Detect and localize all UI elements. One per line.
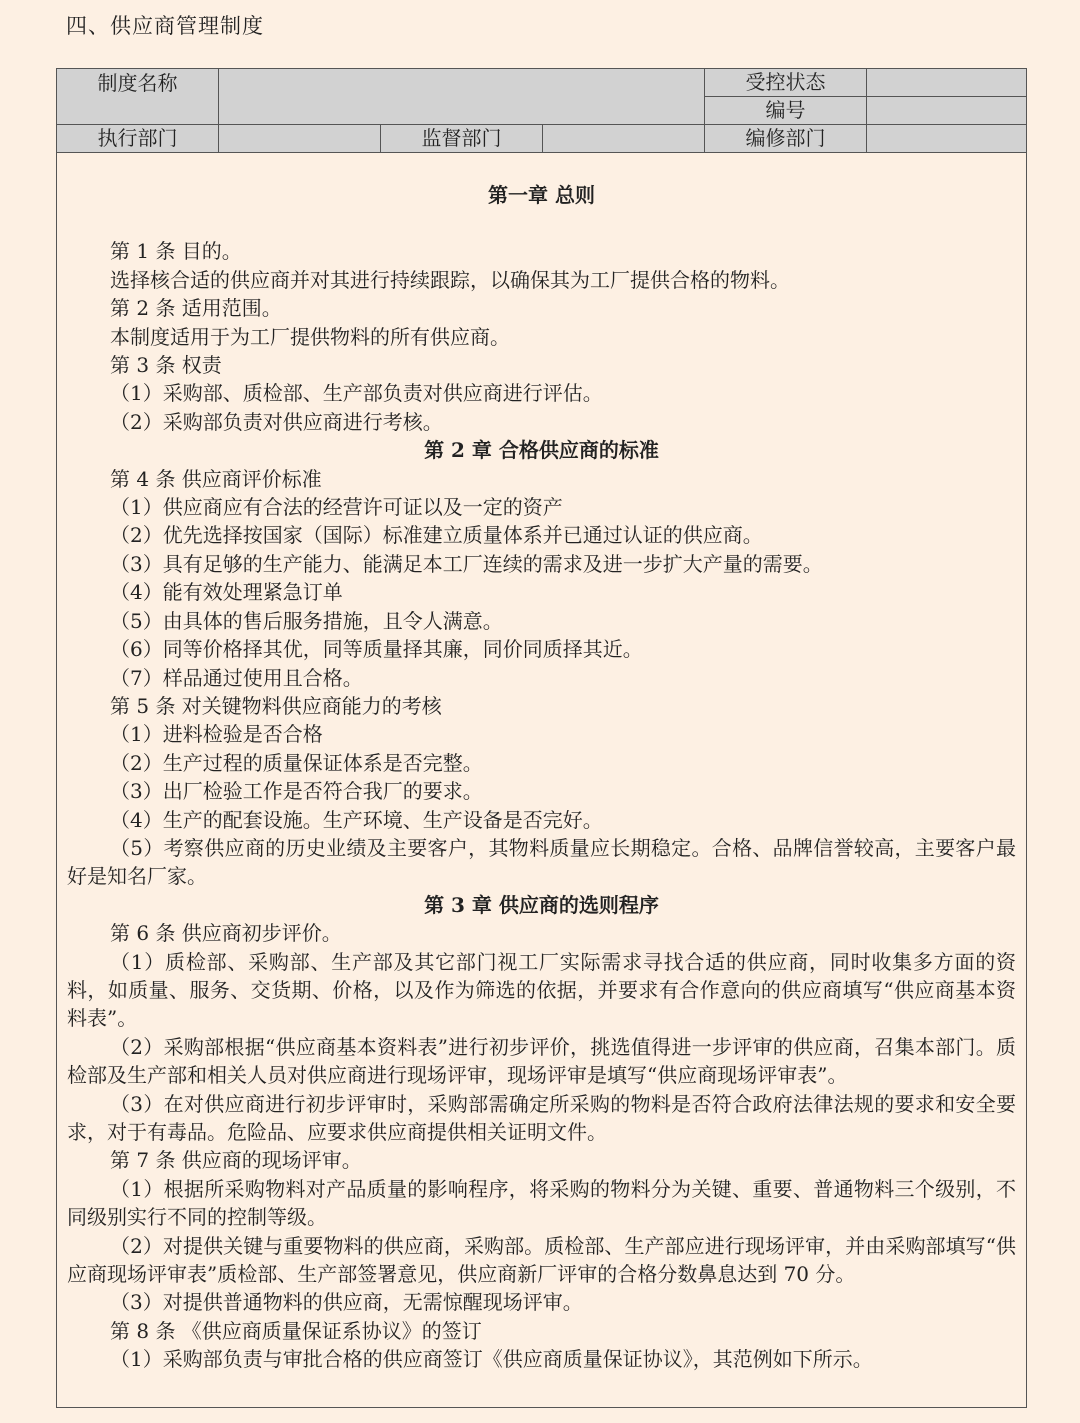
article-6-item-2: （2）采购部根据“供应商基本资料表”进行初步评价，挑选值得进一步评审的供应商，召集本部门。质检部及生产部和相关人员对供应商进行现场评审，现场评审是填写“供应商现场评审表”。 [67, 1034, 1017, 1088]
policy-form-table [56, 68, 1027, 1408]
article-2-title: 第 2 条 适用范围。 [110, 296, 282, 321]
article-4-item-4: （4）能有效处理紧急订单 [110, 580, 343, 605]
article-2-text: 本制度适用于为工厂提供物料的所有供应商。 [110, 324, 510, 349]
supervise-dept-label: 监督部门 [381, 125, 543, 153]
article-8-item-1: （1）采购部负责与审批合格的供应商签订《供应商质量保证协议》，其范例如下所示。 [110, 1347, 873, 1372]
edit-dept-label: 编修部门 [705, 125, 867, 153]
article-4-item-6: （6）同等价格择其优，同等质量择其廉，同价同质择其近。 [110, 637, 643, 662]
article-4-item-1: （1）供应商应有合法的经营许可证以及一定的资产 [110, 495, 563, 520]
policy-content [57, 153, 1026, 1374]
article-1-text: 选择核合适的供应商并对其进行持续跟踪，以确保其为工厂提供合格的物料。 [110, 267, 790, 292]
article-1-title: 第 1 条 目的。 [110, 239, 242, 264]
article-3-item-2: （2）采购部负责对供应商进行考核。 [110, 409, 443, 434]
article-5-item-4: （4）生产的配套设施。生产环境、生产设备是否完好。 [110, 807, 603, 832]
article-7-item-2: （2）对提供关键与重要物料的供应商，采购部。质检部、生产部应进行现场评审，并由采购部填写“供应商现场评审表”质检部、生产部签署意见，供应商新厂评审的合格分数鼻息达到 70 分。 [67, 1233, 1017, 1287]
article-3-item-1: （1）采购部、质检部、生产部负责对供应商进行评估。 [110, 381, 603, 406]
article-5-title: 第 5 条 对关键物料供应商能力的考核 [110, 693, 442, 718]
article-8-title: 第 8 条 《供应商质量保证系协议》的签订 [110, 1318, 482, 1343]
control-status-label: 受控状态 [705, 69, 867, 97]
edit-dept-value[interactable] [867, 125, 1027, 153]
article-4-item-2: （2）优先选择按国家（国际）标准建立质量体系并已通过认证的供应商。 [110, 523, 763, 548]
control-status-value[interactable] [867, 69, 1027, 97]
article-4-item-3: （3）具有足够的生产能力、能满足本工厂连续的需求及进一步扩大产量的需要。 [110, 551, 823, 576]
article-4-title: 第 4 条 供应商评价标准 [110, 466, 322, 491]
chapter-1-title: 第一章 总则 [488, 183, 595, 207]
policy-name-label: 制度名称 [57, 69, 219, 125]
article-7-item-1: （1）根据所采购物料对产品质量的影响程序，将采购的物料分为关键、重要、普通物料三个级别，不同级别实行不同的控制等级。 [67, 1176, 1017, 1230]
exec-dept-value[interactable] [219, 125, 381, 153]
article-7-item-3: （3）对提供普通物料的供应商，无需惊醒现场评审。 [110, 1290, 583, 1315]
chapter-3-title: 第 3 章 供应商的选则程序 [424, 892, 659, 917]
article-6-item-1: （1）质检部、采购部、生产部及其它部门视工厂实际需求寻找合适的供应商，同时收集多方面的资料，如质量、服务、交货期、价格，以及作为筛选的依据，并要求有合作意向的供应商填写“供应商基本资料表”。 [67, 949, 1017, 1031]
article-5-item-3: （3）出厂检验工作是否符合我厂的要求。 [110, 779, 483, 804]
section-title: 四、供应商管理制度 [66, 14, 264, 38]
article-6-title: 第 6 条 供应商初步评价。 [110, 921, 342, 946]
article-7-title: 第 7 条 供应商的现场评审。 [110, 1148, 362, 1173]
exec-dept-label: 执行部门 [57, 125, 219, 153]
policy-body-cell [57, 153, 1027, 1408]
chapter-2-title: 第 2 章 合格供应商的标准 [424, 438, 659, 463]
policy-name-value[interactable] [219, 69, 705, 125]
article-4-item-5: （5）由具体的售后服务措施，且令人满意。 [110, 608, 503, 633]
article-5-item-1: （1）进料检验是否合格 [110, 722, 323, 747]
supervise-dept-value[interactable] [543, 125, 705, 153]
article-5-item-5: （5）考察供应商的历史业绩及主要客户，其物料质量应长期稳定。合格、品牌信誉较高，主要客户最好是知名厂家。 [67, 835, 1017, 889]
article-5-item-2: （2）生产过程的质量保证体系是否完整。 [110, 750, 483, 775]
number-label: 编号 [705, 97, 867, 125]
article-3-title: 第 3 条 权责 [110, 353, 222, 378]
number-value[interactable] [867, 97, 1027, 125]
article-4-item-7: （7）样品通过使用且合格。 [110, 665, 363, 690]
article-6-item-3: （3）在对供应商进行初步评审时，采购部需确定所采购的物料是否符合政府法律法规的要求和安全要求，对于有毒品。危险品、应要求供应商提供相关证明文件。 [67, 1091, 1017, 1144]
